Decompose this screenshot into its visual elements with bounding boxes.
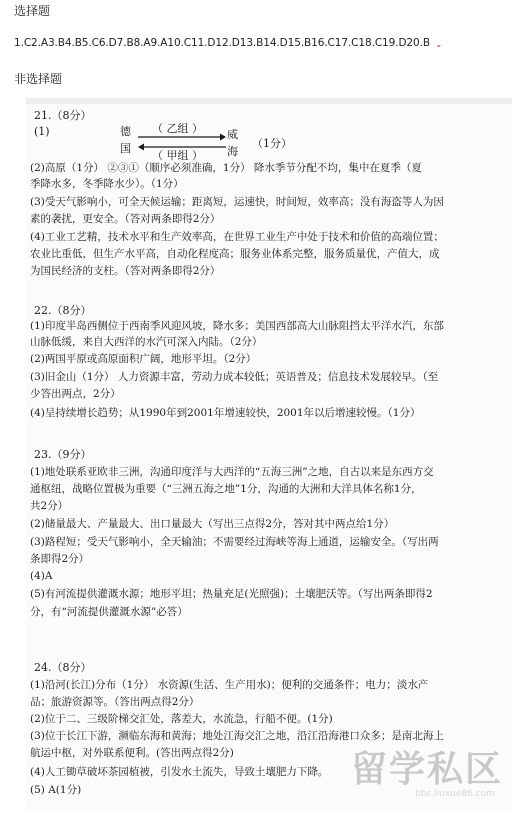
q23-line: 共2分） bbox=[30, 500, 69, 512]
choice-section-title: 选择题 bbox=[14, 4, 51, 18]
q23-heading: 23.（9分） bbox=[34, 448, 92, 461]
diagram-right-bottom: 海 bbox=[227, 145, 238, 158]
q21-line: 为国民经济的支柱。（答对两条即得2分） bbox=[30, 265, 221, 277]
q21-line: 季降水多，冬季降水少）。（1分） bbox=[30, 178, 184, 190]
q21-line: (3)受天气影响小，可全天候运输；距离短，运速快，时间短，效率高；没有海盗等人为因 bbox=[30, 196, 444, 208]
choice-answers: 1.C2.A3.B4.B5.C6.D7.B8.A9.A10.C11.D12.D13.B14.D15.B16.C17.C18.C19.D20.B bbox=[14, 37, 430, 49]
diagram-lower-label: （ 甲组 ） bbox=[152, 149, 203, 162]
scan-top-border bbox=[26, 98, 512, 104]
q22-line: (4)呈持续增长趋势；从1990年到2001年增速较快，2001年以后增速较慢。（1分） bbox=[30, 407, 421, 419]
q22-line: (3)旧金山（1分） 人力资源丰富，劳动力成本较低；英语普及；信息技术发展较早。（至 bbox=[30, 371, 439, 383]
non-choice-section-title: 非选择题 bbox=[14, 72, 63, 86]
q22-line: (2)两国平原或高原面积广阔，地形平坦。（2分） bbox=[30, 353, 257, 365]
diagram-right-top: 威 bbox=[227, 128, 238, 141]
diagram-left-top: 德 bbox=[120, 125, 131, 138]
watermark-logo: 留学私区 bbox=[351, 749, 504, 790]
q24-line: (2)位于二、三级阶梯交汇处，落差大，水流急，行船不便。(1分) bbox=[30, 713, 333, 725]
q23-line: (4)A bbox=[30, 570, 53, 582]
q23-line: (1)地处联系亚欧非三洲，沟通印度洋与大西洋的“五海三洲”之地，自古以来是东西方交 bbox=[30, 466, 434, 478]
q24-heading: 24.（8分） bbox=[34, 661, 92, 674]
q24-line: (4)人工锄草破坏茶园植被，引发水土流失，导致土壤肥力下降。 bbox=[30, 766, 329, 778]
q23-line: 分，有“河流提供灌溉水源”必答） bbox=[30, 606, 188, 618]
q24-line: (3)位于长江下游，濒临东海和黄海；地处江海交汇之地，沿江沿海港口众多；是南北海上 bbox=[30, 730, 444, 742]
q23-line: 条即得2分） bbox=[30, 553, 90, 565]
q23-line: (5)有河流提供灌溉水源；地形平坦；热量充足(光照强)；土壤肥沃等。（写出两条即得2 bbox=[30, 588, 433, 600]
diagram-index: (1) bbox=[34, 125, 50, 138]
q24-line: (1)沿河(长江)分布（1分） 水资源(生活、生产用水)；便利的交通条件；电力；淡水产 bbox=[30, 679, 429, 691]
diagram-left-bottom: 国 bbox=[120, 142, 131, 155]
q22-heading: 22.（8分） bbox=[34, 304, 92, 317]
q23-line: (3)路程短；受天气影响小，全天输油；不需要经过海峡等海上通道，运输安全。（写出两 bbox=[30, 536, 439, 548]
q22-line: (1)印度半岛西侧位于西南季风迎风坡，降水多；美国西部高大山脉阻挡太平洋水汽，东部 bbox=[30, 320, 444, 332]
q23-line: 通枢纽，战略位置极为重要（“三洲五海之地”1分，沟通的大洲和大洋具体名称1分， bbox=[30, 483, 422, 495]
diagram-upper-label: （ 乙组 ） bbox=[152, 122, 203, 135]
q21-line: 农业比重低，但生产水平高，自动化程度高；服务业体系完整，服务质量优，产值大，成 bbox=[30, 248, 440, 260]
q22-line: 山脉低缓，来自大西洋的水汽可深入内陆。（2分） bbox=[30, 336, 263, 348]
q21-line: 素的袭扰，更安全。（答对两条即得2分） bbox=[30, 213, 221, 225]
red-mark-icon: ⌄ bbox=[435, 40, 443, 50]
q21-line: (2)高原（1分） ②③①（顺序必须准确，1分） 降水季节分配不均，集中在夏季（夏 bbox=[30, 162, 422, 174]
watermark-url: bbs.liuxue86.com bbox=[415, 789, 495, 799]
q23-line: (2)储量最大、产量最大、出口量最大（写出三点得2分，答对其中两点给1分） bbox=[30, 518, 395, 530]
site-watermark bbox=[343, 741, 503, 799]
diagram-score: （1分） bbox=[252, 137, 292, 150]
q22-line: 少答出两点，2分） bbox=[30, 388, 121, 400]
q21-line: (4)工业工艺精，技术水平和生产效率高，在世界工业生产中处于技术和价值的高端位置； bbox=[30, 231, 444, 243]
q21-heading: 21.（8分） bbox=[34, 109, 92, 122]
q24-line: 航运中枢，对外联系便利。(答出两点得2分) bbox=[30, 747, 234, 759]
q24-line: 品；旅游资源等。（答出两点得2分） bbox=[30, 696, 200, 708]
q24-line: (5) A(1分) bbox=[30, 784, 82, 796]
